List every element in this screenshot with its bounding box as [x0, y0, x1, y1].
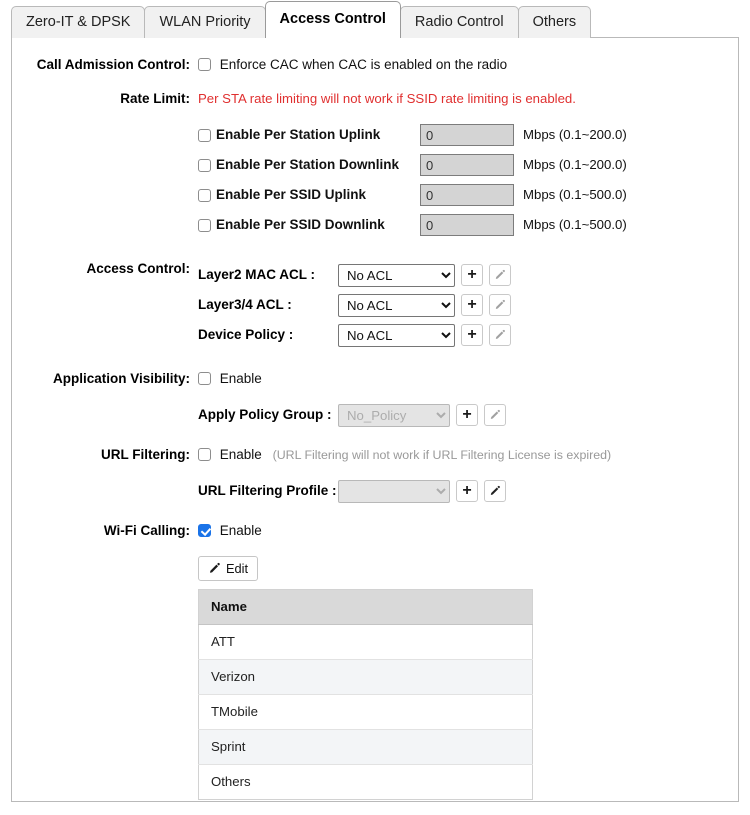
per-station-downlink-row [198, 150, 738, 180]
layer2-mac-acl-edit-button[interactable] [489, 264, 511, 286]
wifi-calling-edit-button[interactable] [198, 556, 258, 581]
application-visibility-enable-label: Enable [219, 371, 262, 386]
device-policy-edit-button[interactable] [489, 324, 511, 346]
wifi-calling-enable-label: Enable [219, 523, 262, 538]
tab-radio-control[interactable] [400, 6, 519, 38]
wifi-calling-edit-button-label: Edit [226, 561, 249, 576]
access-control-field [198, 260, 738, 350]
per-station-uplink-label: Enable Per Station Uplink [216, 127, 381, 142]
column-header-name: Name [199, 590, 533, 625]
enforce-cac-checkbox-wrap[interactable] [198, 57, 507, 72]
rate-limit-field [198, 90, 738, 108]
per-ssid-downlink-label-wrap[interactable] [198, 216, 420, 234]
per-station-uplink-checkbox[interactable] [198, 129, 211, 142]
cell-name: Sprint [199, 730, 533, 765]
layer2-mac-acl-row [198, 260, 738, 290]
per-ssid-uplink-unit: Mbps (0.1~500.0) [523, 187, 627, 202]
pencil-icon [494, 269, 506, 281]
per-station-downlink-label-wrap[interactable] [198, 156, 420, 174]
layer34-acl-edit-button[interactable] [489, 294, 511, 316]
table-row[interactable] [199, 765, 533, 800]
layer34-acl-select[interactable] [338, 294, 455, 317]
call-admission-control-row [12, 56, 738, 74]
table-row[interactable] [199, 730, 533, 765]
tab-wlan-priority[interactable] [144, 6, 265, 38]
apply-policy-group-edit-button[interactable] [484, 404, 506, 426]
tab-access-control[interactable] [265, 1, 401, 38]
pencil-icon [208, 562, 221, 575]
layer34-acl-row [198, 290, 738, 320]
device-policy-row [198, 320, 738, 350]
rate-limit-label: Rate Limit: [120, 91, 190, 106]
tab-bar [0, 0, 750, 38]
rate-limit-row [12, 90, 738, 108]
access-control-form [12, 38, 738, 800]
url-filtering-field [198, 446, 738, 506]
cell-name: Others [199, 765, 533, 800]
pencil-icon [489, 485, 501, 497]
apply-policy-group-row [198, 400, 738, 430]
per-station-downlink-label: Enable Per Station Downlink [216, 157, 400, 172]
tab-label: WLAN Priority [159, 14, 251, 30]
url-filtering-profile-label: URL Filtering Profile : [198, 483, 337, 498]
application-visibility-checkbox-wrap[interactable] [198, 371, 262, 386]
plus-icon: + [467, 296, 477, 313]
cell-name: ATT [199, 625, 533, 660]
device-policy-add-button[interactable] [461, 324, 483, 346]
per-ssid-downlink-row [198, 210, 738, 240]
wifi-calling-row [12, 522, 738, 800]
device-policy-select[interactable] [338, 324, 455, 347]
device-policy-label: Device Policy : [198, 327, 294, 342]
tab-label: Others [532, 14, 577, 30]
layer34-acl-add-button[interactable] [461, 294, 483, 316]
tab-label: Access Control [279, 11, 386, 27]
url-filtering-label: URL Filtering: [101, 447, 190, 462]
access-control-row [12, 260, 738, 350]
tab-others[interactable] [518, 6, 592, 38]
wifi-calling-field [198, 522, 738, 800]
per-station-downlink-checkbox[interactable] [198, 159, 211, 172]
url-filtering-profile-row [198, 476, 738, 506]
per-ssid-uplink-input[interactable] [420, 184, 514, 206]
wifi-calling-table [198, 589, 533, 800]
layer2-mac-acl-label: Layer2 MAC ACL : [198, 267, 316, 282]
url-filtering-checkbox-wrap[interactable] [198, 447, 266, 462]
rate-limit-options [198, 120, 738, 240]
application-visibility-label: Application Visibility: [52, 371, 190, 386]
per-station-uplink-input[interactable] [420, 124, 514, 146]
url-filtering-row [12, 446, 738, 506]
url-filtering-profile-select[interactable] [338, 480, 450, 503]
layer2-mac-acl-add-button[interactable] [461, 264, 483, 286]
per-ssid-uplink-label-wrap[interactable] [198, 186, 420, 204]
per-station-downlink-input[interactable] [420, 154, 514, 176]
tab-label: Radio Control [414, 14, 504, 30]
call-admission-control-field [198, 56, 738, 74]
url-filtering-hint: (URL Filtering will not work if URL Filtering License is expired) [272, 448, 612, 462]
tab-zero-it-dpsk[interactable] [11, 6, 145, 38]
plus-icon: + [462, 406, 472, 423]
per-station-uplink-unit: Mbps (0.1~200.0) [523, 127, 627, 142]
cell-name: TMobile [199, 695, 533, 730]
table-row[interactable] [199, 695, 533, 730]
application-visibility-checkbox[interactable] [198, 372, 211, 385]
layer34-acl-label: Layer3/4 ACL : [198, 297, 292, 312]
url-filtering-profile-edit-button[interactable] [484, 480, 506, 502]
settings-panel [11, 37, 739, 802]
wifi-calling-table-body [199, 625, 533, 800]
apply-policy-group-select[interactable] [338, 404, 450, 427]
per-ssid-uplink-row [198, 180, 738, 210]
url-filtering-checkbox[interactable] [198, 448, 211, 461]
per-ssid-downlink-unit: Mbps (0.1~500.0) [523, 217, 627, 232]
access-control-label: Access Control: [86, 261, 190, 276]
pencil-icon [494, 329, 506, 341]
wifi-calling-table-head [199, 590, 533, 625]
per-ssid-downlink-label: Enable Per SSID Downlink [216, 217, 385, 232]
per-station-downlink-unit: Mbps (0.1~200.0) [523, 157, 627, 172]
tab-label: Zero-IT & DPSK [26, 14, 131, 30]
rate-limit-options-row [12, 120, 738, 240]
layer2-mac-acl-select[interactable] [338, 264, 455, 287]
call-admission-control-label: Call Admission Control: [36, 57, 190, 72]
url-filtering-enable-label: Enable [219, 447, 262, 462]
plus-icon: + [467, 326, 477, 343]
rate-limit-warning: Per STA rate limiting will not work if SSID rate limiting is enabled. [198, 91, 576, 106]
per-ssid-downlink-checkbox[interactable] [198, 219, 211, 232]
wifi-calling-checkbox[interactable] [198, 524, 211, 537]
wifi-calling-label: Wi-Fi Calling: [103, 523, 190, 538]
plus-icon: + [462, 482, 472, 499]
url-filtering-profile-add-button[interactable] [456, 480, 478, 502]
apply-policy-group-label: Apply Policy Group : [198, 407, 332, 422]
table-row[interactable] [199, 660, 533, 695]
plus-icon: + [467, 266, 477, 283]
enforce-cac-checkbox[interactable] [198, 58, 211, 71]
per-ssid-uplink-label: Enable Per SSID Uplink [216, 187, 367, 202]
cell-name: Verizon [199, 660, 533, 695]
per-station-uplink-row [198, 120, 738, 150]
table-header-row [199, 590, 533, 625]
apply-policy-group-add-button[interactable] [456, 404, 478, 426]
enforce-cac-label: Enforce CAC when CAC is enabled on the radio [219, 57, 508, 72]
wifi-calling-checkbox-wrap[interactable] [198, 523, 262, 538]
pencil-icon [494, 299, 506, 311]
application-visibility-row [12, 370, 738, 430]
per-station-uplink-label-wrap[interactable] [198, 126, 420, 144]
per-ssid-uplink-checkbox[interactable] [198, 189, 211, 202]
application-visibility-field [198, 370, 738, 430]
table-row[interactable] [199, 625, 533, 660]
per-ssid-downlink-input[interactable] [420, 214, 514, 236]
pencil-icon [489, 409, 501, 421]
